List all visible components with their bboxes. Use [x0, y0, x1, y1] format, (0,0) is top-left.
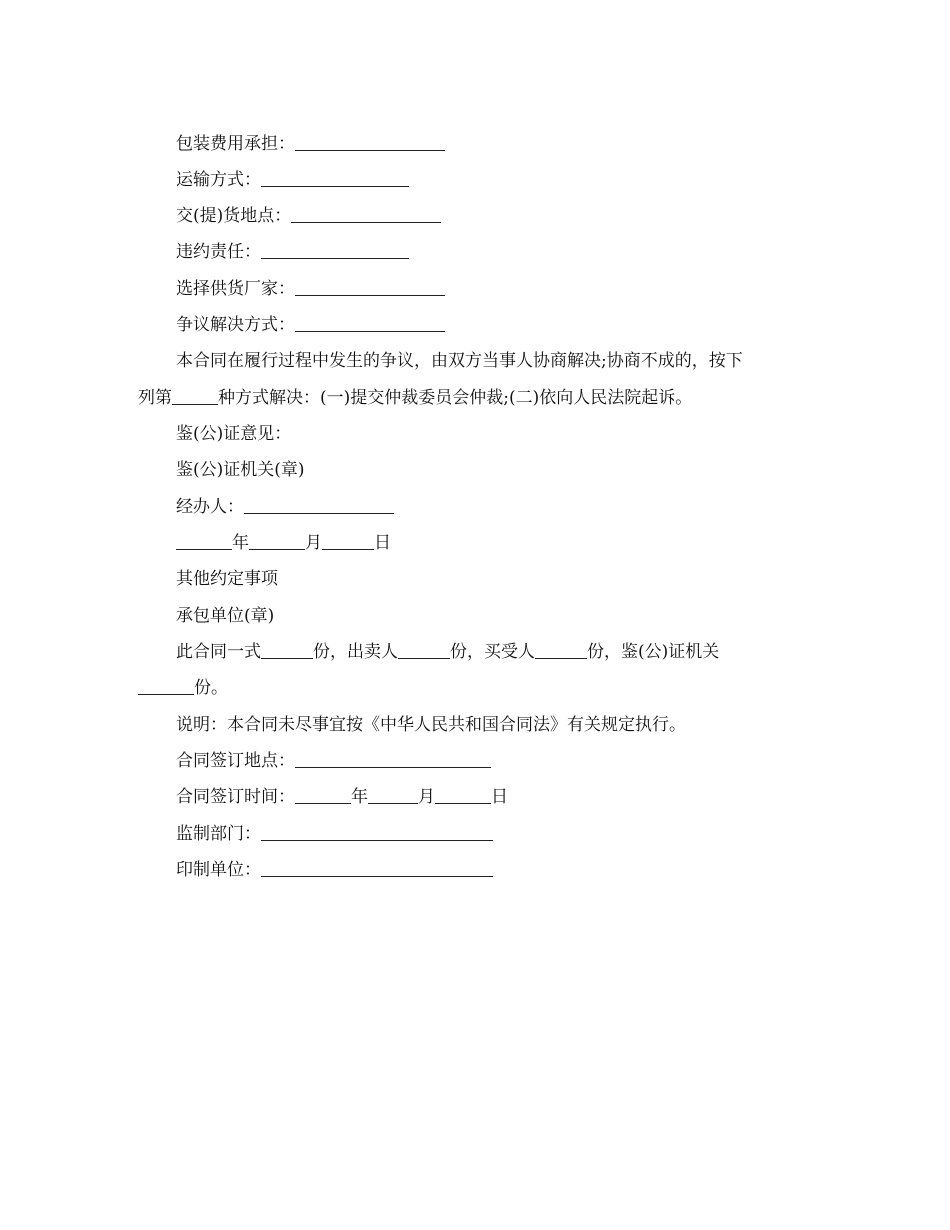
- breach-liability-label: 违约责任：: [176, 242, 261, 262]
- printing-unit-label: 印制单位：: [176, 860, 261, 880]
- handler-line: [176, 495, 394, 519]
- notary-day-label: 日: [374, 533, 391, 553]
- notary-opinion-label: 鉴(公)证意见：: [176, 424, 292, 444]
- notary-office-seal-line: [176, 458, 305, 482]
- signing-time-line: [176, 785, 508, 809]
- dispute-clause-suffix: 种方式解决：(一)提交仲裁委员会仲裁;(二)依向人民法院起诉。: [218, 388, 693, 408]
- copies-clause-line2: [138, 676, 228, 700]
- dispute-method-label: 争议解决方式：: [176, 315, 295, 335]
- printing-unit-blank: [261, 860, 493, 877]
- supervising-dept-line: [176, 822, 493, 846]
- notary-year-label: 年: [232, 533, 249, 553]
- notary-day-blank: [322, 533, 374, 550]
- notary-month-blank: [249, 533, 305, 550]
- copies-total-blank: [261, 642, 313, 659]
- signing-month-blank: [368, 787, 418, 804]
- notary-month-label: 月: [305, 533, 322, 553]
- breach-liability-line: [176, 240, 409, 264]
- supervising-dept-blank: [261, 824, 493, 841]
- packaging-cost-label: 包装费用承担：: [176, 134, 295, 154]
- notary-office-seal-label: 鉴(公)证机关(章): [176, 460, 305, 480]
- note-line: [176, 713, 686, 737]
- copies-text-4: 份，鉴(公)证机关: [587, 642, 720, 662]
- copies-text-5: 份。: [194, 678, 228, 698]
- copies-text-1: 此合同一式: [176, 642, 261, 662]
- copies-clause-line1: [176, 640, 719, 664]
- copies-text-3: 份，买受人: [450, 642, 535, 662]
- transport-method-label: 运输方式：: [176, 170, 261, 190]
- copies-buyer-blank: [535, 642, 587, 659]
- signing-year-blank: [295, 787, 351, 804]
- copies-text-2: 份，出卖人: [313, 642, 398, 662]
- breach-liability-blank: [261, 242, 409, 259]
- notary-date-line: [176, 531, 391, 555]
- delivery-place-blank: [291, 206, 441, 223]
- supplier-choice-label: 选择供货厂家：: [176, 279, 295, 299]
- signing-place-blank: [295, 751, 491, 768]
- signing-year-label: 年: [351, 787, 368, 807]
- notary-opinion-line: [176, 422, 291, 446]
- printing-unit-line: [176, 858, 493, 882]
- handler-label: 经办人：: [176, 497, 244, 517]
- supplier-choice-blank: [295, 279, 445, 296]
- delivery-place-label: 交(提)货地点：: [176, 206, 292, 226]
- other-terms-line: [176, 567, 278, 591]
- signing-month-label: 月: [418, 787, 435, 807]
- copies-notary-blank: [138, 678, 194, 695]
- transport-method-blank: [261, 170, 409, 187]
- other-terms-label: 其他约定事项: [176, 569, 278, 589]
- supplier-choice-line: [176, 277, 445, 301]
- dispute-clause-prefix: 列第: [138, 388, 172, 408]
- transport-method-line: [176, 168, 409, 192]
- dispute-method-line: [176, 313, 445, 337]
- signing-place-label: 合同签订地点：: [176, 751, 295, 771]
- delivery-place-line: [176, 204, 441, 228]
- signing-day-label: 日: [491, 787, 508, 807]
- supervising-dept-label: 监制部门：: [176, 824, 261, 844]
- signing-time-label: 合同签订时间：: [176, 787, 295, 807]
- note-text: 说明：本合同未尽事宜按《中华人民共和国合同法》有关规定执行。: [176, 715, 686, 735]
- packaging-cost-line: [176, 132, 445, 156]
- packaging-cost-blank: [295, 134, 445, 151]
- signing-place-line: [176, 749, 491, 773]
- notary-year-blank: [176, 533, 232, 550]
- handler-blank: [244, 497, 394, 514]
- contractor-seal-label: 承包单位(章): [176, 606, 275, 626]
- dispute-method-blank: [295, 315, 445, 332]
- dispute-clause-line2: [138, 386, 692, 410]
- copies-seller-blank: [398, 642, 450, 659]
- dispute-clause-line1: [176, 349, 743, 373]
- signing-day-blank: [435, 787, 491, 804]
- dispute-clause-text1: 本合同在履行过程中发生的争议，由双方当事人协商解决;协商不成的，按下: [176, 351, 743, 371]
- dispute-option-blank: [172, 388, 218, 405]
- contractor-seal-line: [176, 604, 274, 628]
